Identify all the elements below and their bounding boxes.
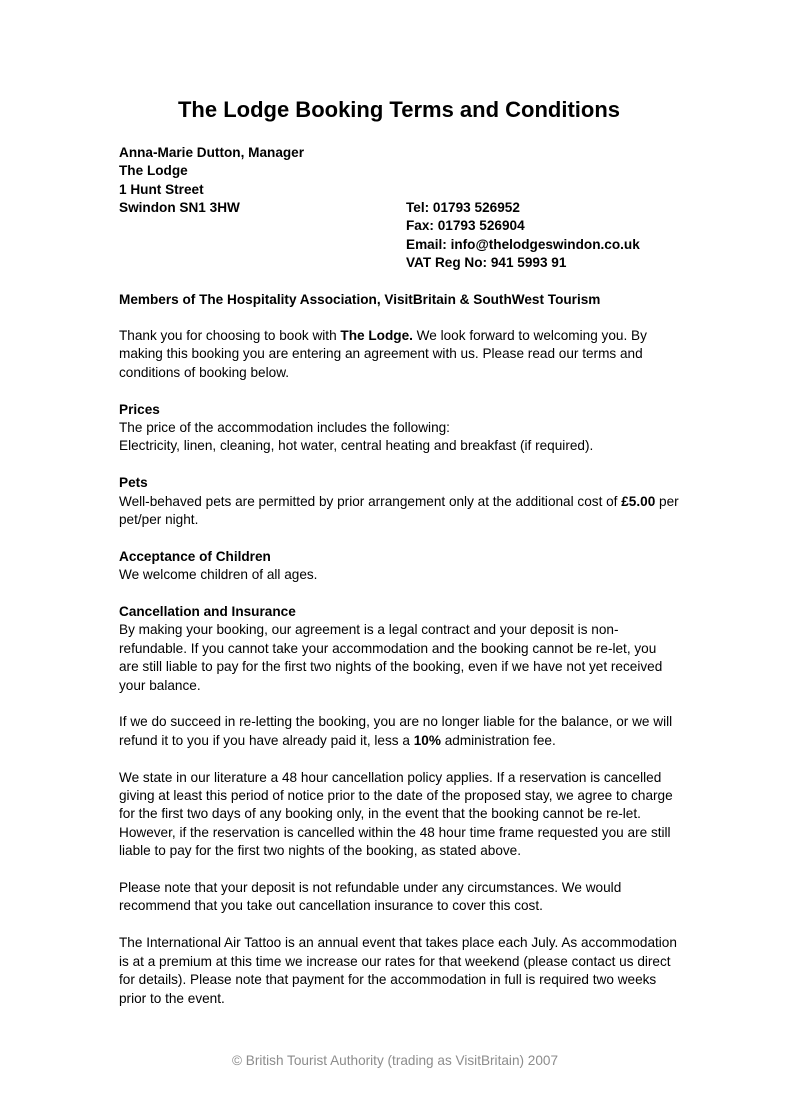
contact-tel: Tel: 01793 526952	[406, 200, 520, 215]
contact-block	[406, 199, 640, 273]
children-paragraph: We welcome children of all ages.	[119, 567, 318, 583]
section-heading-pets: Pets	[119, 475, 148, 491]
address-line: Anna-Marie Dutton, Manager	[119, 145, 305, 160]
copyright-footer: © British Tourist Authority (trading as VisitBritain) 2007	[231, 1053, 559, 1068]
cancellation-paragraph: The International Air Tattoo is an annual event that takes place each July. As accommodation is at a premium at this time we increase our rates for that weekend (please contact us direct for details). Please note that payment for the accommodation in full is required two weeks prior to the event.	[119, 935, 677, 1006]
section-heading-children: Acceptance of Children	[119, 548, 271, 564]
contact-vat: VAT Reg No: 941 5993 91	[406, 255, 567, 271]
membership-statement: Members of The Hospitality Association, VisitBritain & SouthWest Tourism	[119, 292, 601, 307]
terms-body	[119, 327, 679, 1026]
page-title: The Lodge Booking Terms and Conditions	[177, 97, 621, 122]
address-line: 1 Hunt Street	[119, 181, 204, 197]
section-heading-cancellation: Cancellation and Insurance	[119, 604, 296, 620]
intro-paragraph: Thank you for choosing to book with The Lodge. We look forward to welcoming you. By making this booking you are entering an agreement with us. Please read our terms and conditions of booking below.	[119, 328, 647, 380]
pets-paragraph: Well-behaved pets are permitted by prior arrangement only at the additional cost of £5.00 per pet/per night.	[119, 493, 679, 528]
address-line: The Lodge	[119, 163, 188, 179]
contact-fax: Fax: 01793 526904	[406, 218, 525, 234]
cancellation-paragraph: If we do succeed in re-letting the booking, you are no longer liable for the balance, or we will refund it to you if you have already paid it, less a 10% administration fee.	[119, 714, 673, 748]
prices-paragraph: The price of the accommodation includes the following: Electricity, linen, cleaning, hot water, central heating and breakfast (if required).	[119, 420, 594, 454]
section-heading-prices: Prices	[119, 401, 160, 417]
address-block	[119, 144, 304, 218]
cancellation-paragraph: We state in our literature a 48 hour cancellation policy applies. If a reservation is cancelled giving at least this period of notice prior to the date of the proposed stay, we agree to charge for the first two days of any booking only, in the event that the booking cannot be re-let. However, if the reservation is cancelled within the 48 hour time frame requested you are still liable to pay for the first two nights of the booking, as stated above.	[119, 769, 673, 859]
cancellation-paragraph: By making your booking, our agreement is a legal contract and your deposit is non-refundable. If you cannot take your accommodation and the booking cannot be re-let, you are still liable to pay for the first two nights of the booking, even if we have not yet received your balance.	[119, 622, 663, 693]
address-line: Swindon SN1 3HW	[119, 200, 240, 216]
cancellation-paragraph: Please note that your deposit is not refundable under any circumstances. We would recommend that you take out cancellation insurance to cover this cost.	[119, 880, 622, 914]
contact-email: Email: info@thelodgeswindon.co.uk	[406, 236, 640, 252]
